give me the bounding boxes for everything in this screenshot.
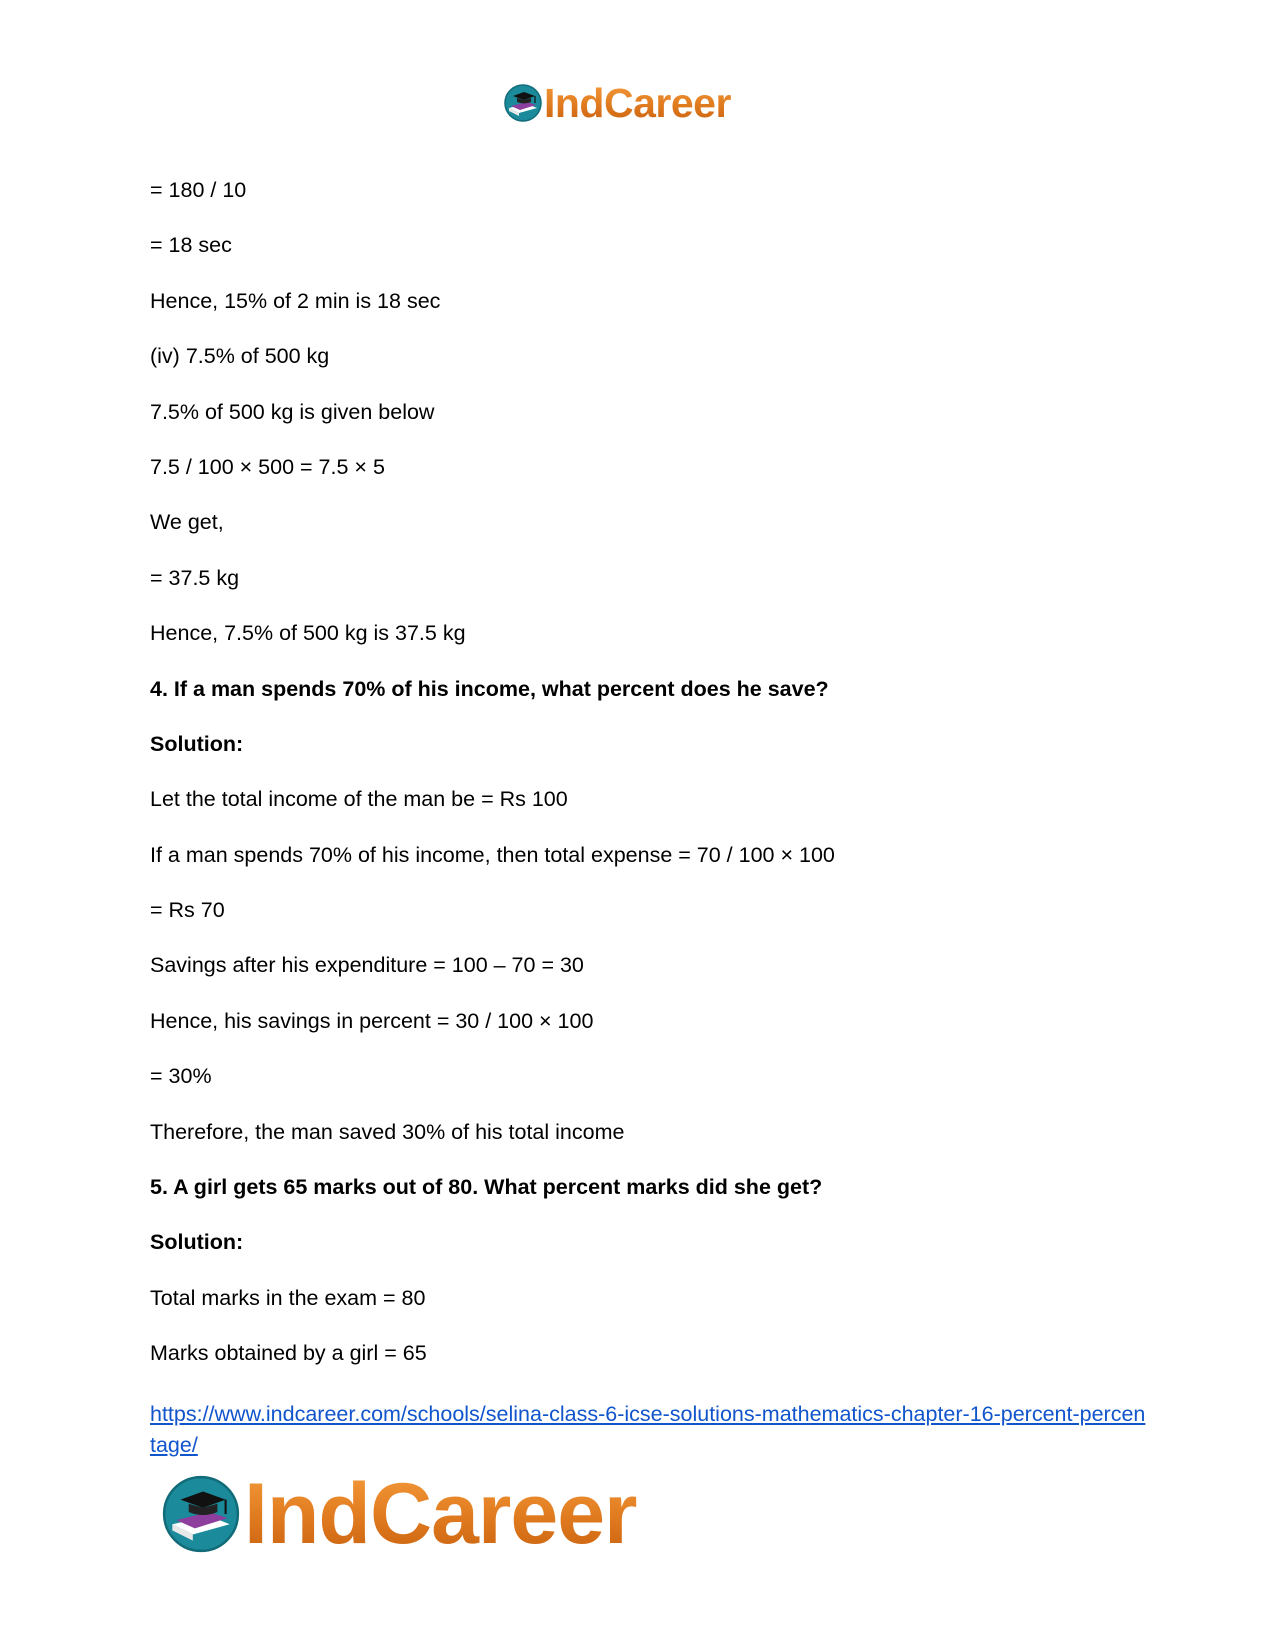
text-line: Marks obtained by a girl = 65	[150, 1341, 427, 1366]
document-body	[150, 176, 1150, 1395]
header-logo	[503, 80, 731, 126]
text-line: We get,	[150, 510, 224, 535]
text-line: Savings after his expenditure = 100 – 70 = 30	[150, 953, 584, 978]
text-line: 7.5 / 100 × 500 = 7.5 × 5	[150, 454, 385, 479]
text-line: Let the total income of the man be = Rs 100	[150, 787, 568, 812]
graduation-cap-book-icon	[160, 1473, 242, 1555]
question-heading: 4. If a man spends 70% of his income, what percent does he save?	[150, 676, 829, 701]
text-line: Hence, 15% of 2 min is 18 sec	[150, 288, 441, 313]
text-line: = 18 sec	[150, 233, 232, 258]
text-line: = 30%	[150, 1064, 212, 1089]
text-line: 7.5% of 500 kg is given below	[150, 399, 435, 424]
text-line: Hence, 7.5% of 500 kg is 37.5 kg	[150, 621, 466, 646]
logo-wordmark: IndCareer	[544, 79, 731, 126]
text-line: If a man spends 70% of his income, then total expense = 70 / 100 × 100	[150, 842, 835, 867]
text-line: (iv) 7.5% of 500 kg	[150, 344, 330, 369]
logo-wordmark: IndCareer	[244, 1466, 637, 1562]
question-heading: Solution:	[150, 731, 244, 756]
text-line: = Rs 70	[150, 898, 225, 923]
question-heading: 5. A girl gets 65 marks out of 80. What percent marks did she get?	[150, 1175, 823, 1200]
text-line: Therefore, the man saved 30% of his total income	[150, 1119, 625, 1144]
graduation-cap-book-icon	[503, 83, 543, 123]
text-line: Hence, his savings in percent = 30 / 100 × 100	[150, 1008, 594, 1033]
text-line: = 37.5 kg	[150, 565, 240, 590]
text-line: Total marks in the exam = 80	[150, 1285, 426, 1310]
question-heading: Solution:	[150, 1230, 244, 1255]
text-line: = 180 / 10	[150, 178, 247, 202]
source-link[interactable]: https://www.indcareer.com/schools/selina-class-6-icse-solutions-mathematics-chapter-16-percent-percentage/	[150, 1402, 1146, 1457]
footer-logo	[160, 1468, 637, 1560]
